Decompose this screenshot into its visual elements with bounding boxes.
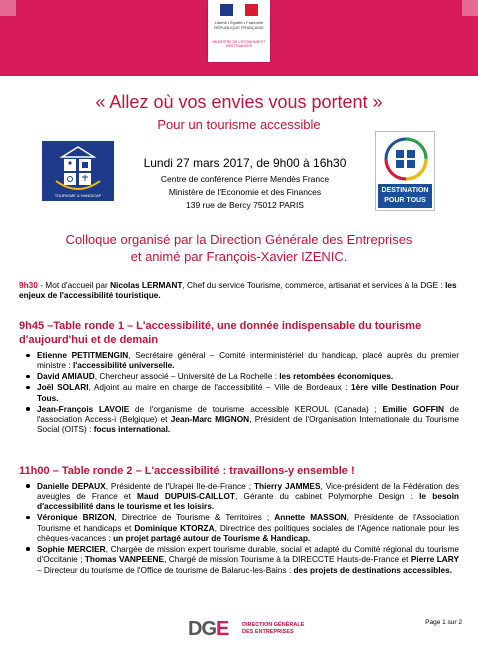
speaker-item: Danielle DEPAUX, Présidente de l'Urapei Ile-de-France ; Thierry JAMMES, Vice-président de la Fédération des aveugles de France et Maud DUPUIS-CAILLOT, Gérante du cabinet Polymorphe Design : le besoin d'accessibilité dans le tourisme et les loisirs. — [37, 480, 459, 512]
dge-wordmark: DGE — [188, 618, 229, 640]
gov-logo-text: Liberté • Égalité • Fraternité RÉPUBLIQUE FRANÇAISE — [214, 20, 264, 30]
event-venue: Centre de conférence Pierre Mendès France — [160, 174, 330, 184]
round-table-1-time: 9h45 — [19, 320, 45, 332]
gov-logo-ministry: MINISTÈRE DE L'ÉCONOMIE ET DES FINANCES — [212, 40, 266, 48]
event-ministry: Ministère de l'Economie et des Finances — [168, 187, 322, 197]
speaker-item: David AMIAUD, Chercheur associé – Université de La Rochelle : les retombées économiques. — [37, 371, 459, 381]
tourisme-handicap-icon — [42, 141, 114, 201]
round-table-1-title: –Table ronde 1 – L'accessibilité, une donnée indispensable du tourisme d'aujourd'hui et de demain — [19, 320, 422, 346]
flag-icon — [220, 4, 258, 16]
corner-decoration — [462, 0, 478, 16]
welcome-text: - Mot d'accueil par — [37, 280, 111, 290]
event-date: Lundi 27 mars 2017, de 9h00 à 16h30 — [143, 156, 347, 170]
logo-right-line1: DESTINATION — [381, 187, 429, 194]
organizer-line-1: Colloque organisé par la Direction Générale des Entreprises — [65, 232, 413, 247]
dge-logo — [188, 618, 308, 642]
round-table-2-title: – Table ronde 2 – L'accessibilité : travaillons-y ensemble ! — [49, 465, 355, 477]
logo-right-line2: POUR TOUS — [384, 197, 426, 204]
corner-decoration — [0, 0, 16, 16]
republique-francaise-logo — [208, 0, 270, 62]
tourisme-handicap-logo — [42, 141, 114, 201]
round-table-2-heading — [19, 465, 459, 479]
welcome-role: , Chef du service Tourisme, commerce, artisanat et services à la DGE : — [182, 280, 446, 290]
round-table-2-time: 11h00 — [19, 465, 50, 477]
speaker-item: Joël SOLARI, Adjoint au maire en charge de l'accessibilité – Ville de Bordeaux : 1ère ville Destination Pour Tous. — [37, 382, 459, 403]
welcome-speaker: Nicolas LERMANT — [110, 280, 183, 290]
speaker-item: Jean-François LAVOIE de l'organisme de tourisme accessible KEROUL (Canada) ; Emilie GOFFIN de l'association Access-i (Belgique) et Jean-Marc MIGNON, Président de l'Organisation Internationale du Tourisme Social (OITS) : focus international. — [37, 403, 459, 435]
round-table-2 — [19, 465, 459, 575]
speaker-item: Etienne PETITMENGIN, Secrétaire général – Comité interministériel du handicap, placé auprès du premier ministre : l'accessibilité universelle. — [37, 350, 459, 371]
round-table-1-heading — [19, 320, 459, 347]
welcome-time: 9h30 — [19, 280, 38, 290]
page-number: Page 1 sur 2 — [425, 619, 462, 626]
destination-band — [378, 184, 432, 208]
welcome-topic: les enjeux de l'accessibilité touristique. — [19, 280, 457, 301]
program-welcome — [19, 280, 459, 301]
event-address: 139 rue de Bercy 75012 PARIS — [186, 200, 304, 210]
logo-left-caption: TOURISME & HANDICAP — [54, 193, 102, 198]
speaker-item: Véronique BRIZON, Directrice de Tourisme & Territoires ; Annette MASSON, Présidente de l'Association Tourisme et handicaps et Dominique KTORZA, Directrice des politiques sociales de l'Agence nationale pour les chèques-vacances : un projet partagé autour de Tourisme & Handicap. — [37, 512, 459, 544]
destination-ring-icon — [383, 136, 429, 182]
round-table-1 — [19, 320, 459, 435]
destination-pour-tous-logo — [375, 131, 435, 211]
organizer-line-2: et animé par François-Xavier IZENIC. — [130, 249, 348, 264]
dge-subtitle: DIRECTION GÉNÉRALE DES ENTREPRISES — [242, 622, 305, 635]
page-subtitle: Pour un tourisme accessible — [157, 117, 321, 132]
page-title: « Allez où vos envies vous portent » — [95, 92, 383, 112]
speaker-item: Sophie MERCIER, Chargée de mission expert tourisme durable, social et adapté du Comité régional du tourisme d'Occitanie ; Thomas VANPEENE, Chargé de mission Tourisme à la DIRECCTE Hauts-de-France et Pierre LARY – Directeur du tourisme de l'Office de tourisme de Balaruc-les-Bains : des projets de destinations accessibles. — [37, 543, 459, 575]
